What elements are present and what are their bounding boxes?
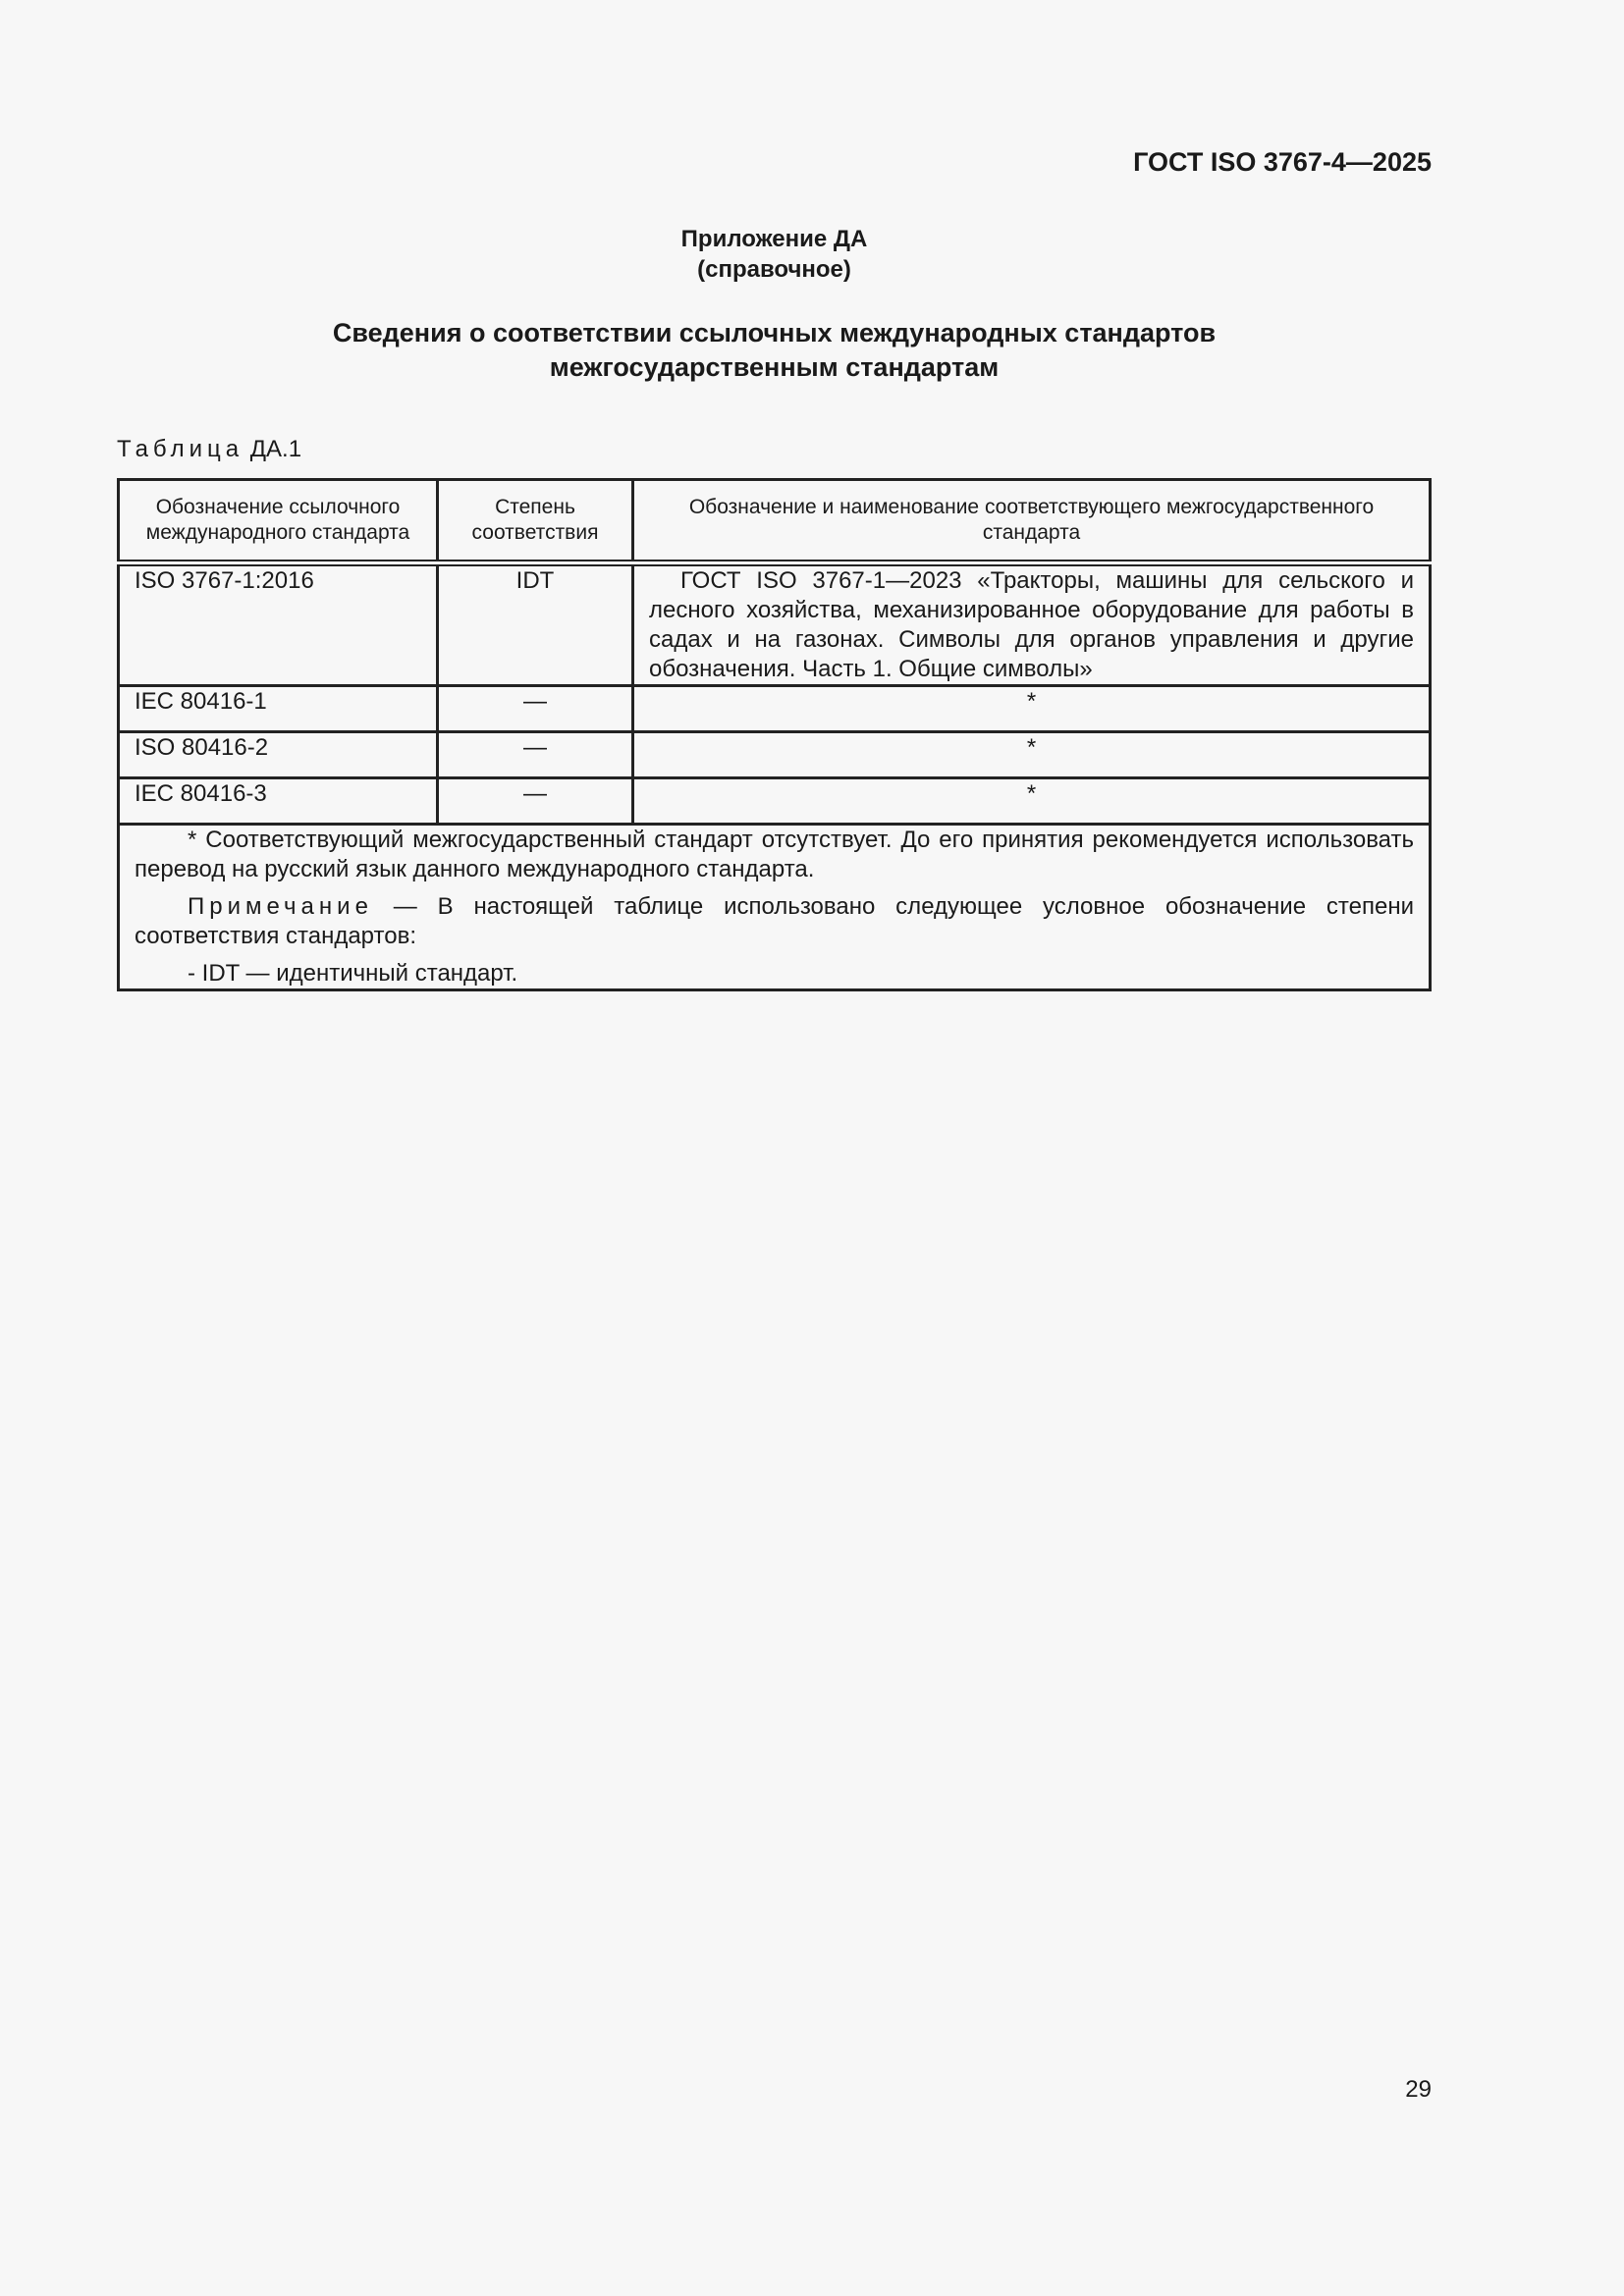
cell-interstate: ГОСТ ISO 3767-1—2023 «Тракторы, машины для сельского и лесного хозяйства, механизированное оборудование для работы в садах и на газонах. Символы для органов управления и другие обозначения. Часть 1. Общие символы» — [633, 563, 1431, 686]
footnote: * Соответствующий межгосударственный стандарт отсутствует. До его принятия рекомендуется использовать перевод на русский язык данного международного стандарта. — [135, 827, 1414, 882]
cell-degree: IDT — [438, 563, 633, 686]
cell-interstate: * — [633, 778, 1431, 825]
table-footer-row — [119, 825, 1431, 990]
cell-reference: IEC 80416-3 — [119, 778, 438, 825]
cell-interstate: * — [633, 686, 1431, 732]
table-header-row — [119, 480, 1431, 563]
section-heading-line-2: межгосударственным стандартам — [549, 352, 1000, 382]
page-number: 29 — [1405, 2076, 1432, 2103]
document-code: ГОСТ ISO 3767-4—2025 — [1133, 147, 1432, 177]
table-row — [119, 563, 1431, 686]
cell-interstate: * — [633, 732, 1431, 778]
section-heading-line-1: Сведения о соответствии ссылочных международных стандартов — [332, 318, 1217, 347]
cell-degree: — — [438, 732, 633, 778]
table-caption — [117, 436, 301, 463]
section-heading — [117, 316, 1432, 385]
correspondence-table — [117, 478, 1432, 991]
appendix-title-block — [117, 224, 1432, 285]
column-header-reference: Обозначение ссылочного международного стандарта — [119, 480, 438, 563]
table-caption-word: Таблица — [117, 436, 244, 462]
column-header-degree: Степень соответствия — [438, 480, 633, 563]
note-text: — В настоящей таблице использовано следующее условное обозначение степени соответствия стандартов: — [135, 893, 1414, 949]
appendix-subtitle: (справочное) — [697, 256, 851, 283]
table-row — [119, 732, 1431, 778]
table-caption-id: ДА.1 — [249, 436, 302, 462]
cell-degree: — — [438, 778, 633, 825]
table-notes — [119, 825, 1431, 990]
cell-reference: IEC 80416-1 — [119, 686, 438, 732]
note-label: Примечание — [188, 893, 373, 920]
cell-reference: ISO 80416-2 — [119, 732, 438, 778]
table-row — [119, 778, 1431, 825]
appendix-title: Приложение ДА — [680, 226, 868, 252]
cell-degree: — — [438, 686, 633, 732]
column-header-interstate: Обозначение и наименование соответствующего межгосударственного стандарта — [633, 480, 1431, 563]
note — [135, 892, 1414, 951]
table-row — [119, 686, 1431, 732]
cell-reference: ISO 3767-1:2016 — [119, 563, 438, 686]
note-list-item: - IDT — идентичный стандарт. — [188, 960, 518, 987]
